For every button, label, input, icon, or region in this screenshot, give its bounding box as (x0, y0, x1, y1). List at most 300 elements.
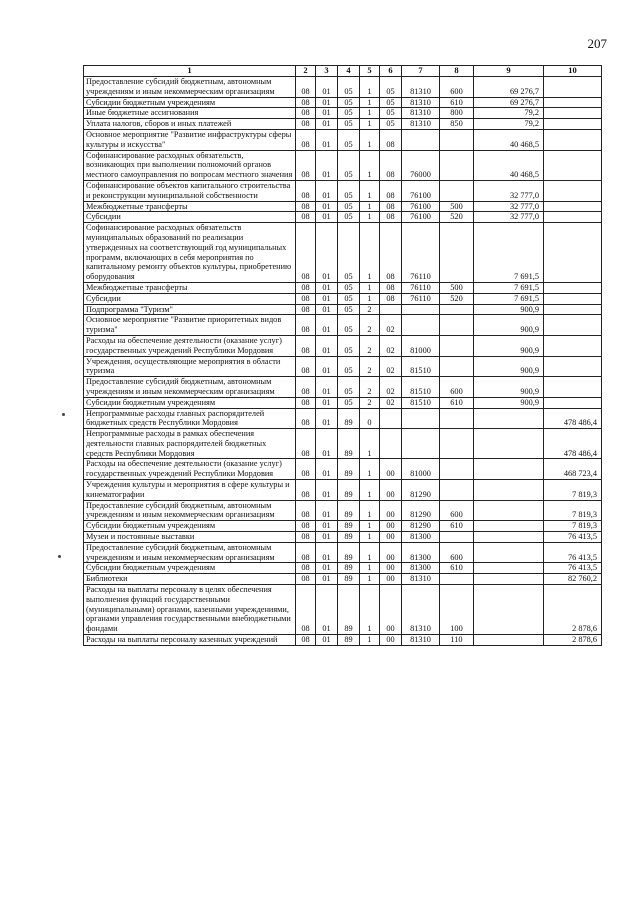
table-row (84, 293, 602, 304)
code-target (402, 315, 440, 336)
table-row (84, 377, 602, 398)
table-body (84, 77, 602, 646)
code-subprogram: 1 (360, 500, 380, 521)
code-subprogram: 1 (360, 563, 380, 574)
amount-col-9: 40 468,5 (474, 150, 544, 180)
code-section: 08 (296, 129, 316, 150)
code-target: 81290 (402, 500, 440, 521)
code-section: 08 (296, 563, 316, 574)
table-row (84, 108, 602, 119)
amount-col-10 (544, 201, 602, 212)
amount-col-9 (474, 480, 544, 501)
column-header: 6 (380, 66, 402, 77)
row-name: Предоставление субсидий бюджетным, автономным учреждениям и иным некоммерческим организациям (84, 500, 296, 521)
amount-col-9 (474, 563, 544, 574)
code-subsection: 01 (316, 150, 338, 180)
code-subprogram: 1 (360, 150, 380, 180)
amount-col-10: 478 486,4 (544, 408, 602, 429)
code-event: 08 (380, 293, 402, 304)
amount-col-10 (544, 150, 602, 180)
code-event: 08 (380, 201, 402, 212)
column-header: 4 (338, 66, 360, 77)
code-target: 76110 (402, 282, 440, 293)
code-subprogram: 1 (360, 480, 380, 501)
code-subsection: 01 (316, 119, 338, 130)
amount-col-9 (474, 574, 544, 585)
code-subprogram: 1 (360, 574, 380, 585)
amount-col-9 (474, 542, 544, 563)
code-subprogram: 1 (360, 97, 380, 108)
code-target: 81510 (402, 397, 440, 408)
code-program: 05 (338, 150, 360, 180)
code-subsection: 01 (316, 223, 338, 283)
code-event: 00 (380, 563, 402, 574)
code-target: 81000 (402, 335, 440, 356)
row-name: Субсидии бюджетным учреждениям (84, 397, 296, 408)
amount-col-9: 7 691,5 (474, 223, 544, 283)
code-target (402, 129, 440, 150)
code-section: 08 (296, 408, 316, 429)
code-section: 08 (296, 397, 316, 408)
table-row (84, 480, 602, 501)
code-event (380, 408, 402, 429)
code-program: 05 (338, 282, 360, 293)
code-event: 05 (380, 108, 402, 119)
code-expense-type (440, 356, 474, 377)
code-target: 81310 (402, 77, 440, 98)
code-subsection: 01 (316, 563, 338, 574)
amount-col-9 (474, 521, 544, 532)
code-program: 05 (338, 397, 360, 408)
column-header: 2 (296, 66, 316, 77)
code-event: 00 (380, 574, 402, 585)
code-program: 05 (338, 335, 360, 356)
code-expense-type: 610 (440, 97, 474, 108)
code-subsection: 01 (316, 585, 338, 635)
code-subprogram: 1 (360, 429, 380, 459)
table-row (84, 532, 602, 543)
row-name: Субсидии бюджетным учреждениям (84, 521, 296, 532)
code-subprogram: 1 (360, 293, 380, 304)
table-row (84, 408, 602, 429)
code-subsection: 01 (316, 521, 338, 532)
row-name: Софинансирование расходных обязательств, возникающих при выполнении полномочий органов местного самоуправления по вопросам местного значения (84, 150, 296, 180)
amount-col-9: 900,9 (474, 356, 544, 377)
amount-col-9: 32 777,0 (474, 212, 544, 223)
column-header: 10 (544, 66, 602, 77)
code-program: 89 (338, 429, 360, 459)
amount-col-9 (474, 635, 544, 646)
table-row (84, 500, 602, 521)
code-subsection: 01 (316, 212, 338, 223)
code-expense-type (440, 129, 474, 150)
code-target: 81310 (402, 97, 440, 108)
row-name: Уплата налогов, сборов и иных платежей (84, 119, 296, 130)
code-subsection: 01 (316, 397, 338, 408)
code-expense-type (440, 150, 474, 180)
code-event: 00 (380, 532, 402, 543)
table-row (84, 304, 602, 315)
code-target: 76110 (402, 223, 440, 283)
code-expense-type (440, 429, 474, 459)
amount-col-9: 900,9 (474, 377, 544, 398)
code-expense-type: 610 (440, 563, 474, 574)
table-row (84, 459, 602, 480)
code-subsection: 01 (316, 97, 338, 108)
amount-col-10: 468 723,4 (544, 459, 602, 480)
row-name: Предоставление субсидий бюджетным, автономным учреждениям и иным некоммерческим организациям (84, 77, 296, 98)
amount-col-10 (544, 304, 602, 315)
row-name: Непрограммные расходы главных распорядителей бюджетных средств Республики Мордовия (84, 408, 296, 429)
code-program: 89 (338, 563, 360, 574)
code-event (380, 429, 402, 459)
amount-col-10 (544, 397, 602, 408)
code-program: 89 (338, 532, 360, 543)
table-row (84, 77, 602, 98)
table-row (84, 635, 602, 646)
code-target: 81310 (402, 635, 440, 646)
code-subprogram: 1 (360, 77, 380, 98)
table-row (84, 150, 602, 180)
code-event (380, 304, 402, 315)
code-expense-type (440, 480, 474, 501)
code-event: 08 (380, 223, 402, 283)
table-row (84, 429, 602, 459)
code-expense-type: 520 (440, 212, 474, 223)
table-row (84, 223, 602, 283)
budget-table (83, 65, 602, 646)
code-target: 76100 (402, 201, 440, 212)
code-subsection: 01 (316, 532, 338, 543)
code-target (402, 408, 440, 429)
column-header: 1 (84, 66, 296, 77)
code-program: 89 (338, 500, 360, 521)
table-row (84, 397, 602, 408)
amount-col-9: 900,9 (474, 315, 544, 336)
code-subprogram: 1 (360, 180, 380, 201)
code-section: 08 (296, 282, 316, 293)
amount-col-10 (544, 315, 602, 336)
code-subprogram: 2 (360, 356, 380, 377)
code-section: 08 (296, 429, 316, 459)
code-target: 81300 (402, 542, 440, 563)
code-subsection: 01 (316, 335, 338, 356)
amount-col-10: 7 819,3 (544, 480, 602, 501)
code-subsection: 01 (316, 304, 338, 315)
code-expense-type (440, 459, 474, 480)
code-event: 05 (380, 119, 402, 130)
code-expense-type (440, 315, 474, 336)
amount-col-9: 79,2 (474, 108, 544, 119)
code-subprogram: 1 (360, 223, 380, 283)
code-program: 89 (338, 574, 360, 585)
code-subprogram: 2 (360, 315, 380, 336)
row-name: Предоставление субсидий бюджетным, автономным учреждениям и иным некоммерческим организациям (84, 542, 296, 563)
code-program: 89 (338, 480, 360, 501)
code-program: 05 (338, 97, 360, 108)
code-program: 89 (338, 585, 360, 635)
code-event: 02 (380, 377, 402, 398)
table-row (84, 129, 602, 150)
code-target: 81310 (402, 585, 440, 635)
code-target: 81310 (402, 574, 440, 585)
code-section: 08 (296, 335, 316, 356)
row-name: Музеи и постоянные выставки (84, 532, 296, 543)
amount-col-9 (474, 408, 544, 429)
code-event: 08 (380, 180, 402, 201)
row-name: Основное мероприятие "Развитие инфраструктуры сферы культуры и искусства" (84, 129, 296, 150)
row-name: Межбюджетные трансферты (84, 282, 296, 293)
code-event: 08 (380, 129, 402, 150)
code-subsection: 01 (316, 480, 338, 501)
amount-col-9: 79,2 (474, 119, 544, 130)
code-expense-type: 850 (440, 119, 474, 130)
code-event: 00 (380, 635, 402, 646)
code-target: 76100 (402, 212, 440, 223)
code-section: 08 (296, 201, 316, 212)
code-program: 05 (338, 129, 360, 150)
code-event: 00 (380, 500, 402, 521)
code-subprogram: 1 (360, 542, 380, 563)
scan-mark (62, 413, 65, 416)
row-name: Расходы на обеспечение деятельности (оказание услуг) государственных учреждений Республики Мордовия (84, 459, 296, 480)
code-subsection: 01 (316, 459, 338, 480)
code-target: 81290 (402, 521, 440, 532)
code-program: 05 (338, 223, 360, 283)
amount-col-9 (474, 459, 544, 480)
code-subsection: 01 (316, 129, 338, 150)
code-program: 05 (338, 377, 360, 398)
code-expense-type (440, 408, 474, 429)
code-target: 81300 (402, 532, 440, 543)
amount-col-10 (544, 377, 602, 398)
code-section: 08 (296, 315, 316, 336)
column-header: 7 (402, 66, 440, 77)
amount-col-10: 478 486,4 (544, 429, 602, 459)
code-program: 05 (338, 201, 360, 212)
code-event: 05 (380, 97, 402, 108)
column-header: 9 (474, 66, 544, 77)
code-subprogram: 1 (360, 635, 380, 646)
amount-col-10: 76 413,5 (544, 542, 602, 563)
amount-col-10 (544, 77, 602, 98)
code-subsection: 01 (316, 180, 338, 201)
table-row (84, 574, 602, 585)
code-section: 08 (296, 304, 316, 315)
amount-col-10 (544, 119, 602, 130)
row-name: Софинансирование расходных обязательств муниципальных образований по реализации утвержденных на соответствующий год муниципальных программ, включающих в себя мероприятия по капитальному ремонту объектов культуры, приобретению оборудования (84, 223, 296, 283)
code-section: 08 (296, 108, 316, 119)
code-subsection: 01 (316, 282, 338, 293)
row-name: Расходы на выплаты персоналу казенных учреждений (84, 635, 296, 646)
code-section: 08 (296, 521, 316, 532)
code-target (402, 429, 440, 459)
row-name: Основное мероприятие "Развитие приоритетных видов туризма" (84, 315, 296, 336)
code-section: 08 (296, 97, 316, 108)
code-section: 08 (296, 542, 316, 563)
code-event: 00 (380, 480, 402, 501)
code-subprogram: 2 (360, 304, 380, 315)
code-expense-type: 600 (440, 542, 474, 563)
code-program: 05 (338, 77, 360, 98)
row-name: Предоставление субсидий бюджетным, автономным учреждениям и иным некоммерческим организациям (84, 377, 296, 398)
code-target: 81510 (402, 377, 440, 398)
code-subsection: 01 (316, 201, 338, 212)
code-program: 05 (338, 108, 360, 119)
table-row (84, 119, 602, 130)
code-expense-type (440, 180, 474, 201)
code-expense-type (440, 304, 474, 315)
table-row (84, 212, 602, 223)
code-event: 02 (380, 315, 402, 336)
code-target: 81310 (402, 119, 440, 130)
code-section: 08 (296, 532, 316, 543)
amount-col-9: 7 691,5 (474, 293, 544, 304)
amount-col-9: 69 276,7 (474, 77, 544, 98)
code-subprogram: 1 (360, 119, 380, 130)
amount-col-10 (544, 356, 602, 377)
code-subprogram: 2 (360, 335, 380, 356)
amount-col-10: 2 878,6 (544, 585, 602, 635)
code-program: 05 (338, 304, 360, 315)
code-subsection: 01 (316, 315, 338, 336)
code-program: 89 (338, 408, 360, 429)
code-subprogram: 1 (360, 585, 380, 635)
amount-col-9: 69 276,7 (474, 97, 544, 108)
header-row (84, 66, 602, 77)
code-subsection: 01 (316, 293, 338, 304)
amount-col-10: 7 819,3 (544, 500, 602, 521)
code-target: 76100 (402, 180, 440, 201)
code-section: 08 (296, 356, 316, 377)
code-event: 08 (380, 282, 402, 293)
code-expense-type: 610 (440, 521, 474, 532)
code-section: 08 (296, 480, 316, 501)
code-subsection: 01 (316, 500, 338, 521)
code-subsection: 01 (316, 429, 338, 459)
code-subprogram: 1 (360, 282, 380, 293)
code-expense-type: 600 (440, 377, 474, 398)
code-event: 00 (380, 521, 402, 532)
code-expense-type: 600 (440, 500, 474, 521)
code-expense-type (440, 335, 474, 356)
code-subprogram: 1 (360, 201, 380, 212)
code-expense-type: 600 (440, 77, 474, 98)
code-subsection: 01 (316, 377, 338, 398)
code-subprogram: 0 (360, 408, 380, 429)
amount-col-10 (544, 180, 602, 201)
table-row (84, 97, 602, 108)
code-event: 05 (380, 77, 402, 98)
code-subsection: 01 (316, 356, 338, 377)
code-subprogram: 2 (360, 377, 380, 398)
page-number: 207 (587, 36, 607, 51)
amount-col-10 (544, 212, 602, 223)
amount-col-9 (474, 585, 544, 635)
code-event: 00 (380, 585, 402, 635)
code-expense-type: 500 (440, 282, 474, 293)
amount-col-9 (474, 532, 544, 543)
code-program: 89 (338, 635, 360, 646)
code-subsection: 01 (316, 77, 338, 98)
code-subprogram: 2 (360, 397, 380, 408)
code-subprogram: 1 (360, 521, 380, 532)
code-target: 76110 (402, 293, 440, 304)
code-subsection: 01 (316, 542, 338, 563)
code-program: 05 (338, 212, 360, 223)
code-subprogram: 1 (360, 459, 380, 480)
row-name: Субсидии бюджетным учреждениям (84, 97, 296, 108)
code-section: 08 (296, 574, 316, 585)
row-name: Учреждения культуры и мероприятия в сфере культуры и кинематографии (84, 480, 296, 501)
amount-col-10 (544, 129, 602, 150)
code-expense-type: 520 (440, 293, 474, 304)
table-row (84, 585, 602, 635)
code-target: 81300 (402, 563, 440, 574)
amount-col-10: 2 878,6 (544, 635, 602, 646)
amount-col-9: 32 777,0 (474, 180, 544, 201)
amount-col-10 (544, 293, 602, 304)
code-event: 00 (380, 542, 402, 563)
row-name: Субсидии (84, 293, 296, 304)
code-expense-type: 110 (440, 635, 474, 646)
column-header: 5 (360, 66, 380, 77)
code-program: 05 (338, 356, 360, 377)
row-name: Подпрограмма "Туризм" (84, 304, 296, 315)
code-program: 05 (338, 180, 360, 201)
amount-col-9: 900,9 (474, 335, 544, 356)
amount-col-9 (474, 500, 544, 521)
code-target: 76000 (402, 150, 440, 180)
code-section: 08 (296, 635, 316, 646)
amount-col-10 (544, 223, 602, 283)
code-event: 02 (380, 356, 402, 377)
code-subsection: 01 (316, 408, 338, 429)
amount-col-9 (474, 429, 544, 459)
table-row (84, 180, 602, 201)
code-section: 08 (296, 377, 316, 398)
row-name: Субсидии (84, 212, 296, 223)
code-subprogram: 1 (360, 212, 380, 223)
code-expense-type: 610 (440, 397, 474, 408)
code-subsection: 01 (316, 574, 338, 585)
amount-col-10 (544, 108, 602, 119)
code-event: 02 (380, 397, 402, 408)
code-expense-type: 800 (440, 108, 474, 119)
code-section: 08 (296, 500, 316, 521)
code-section: 08 (296, 77, 316, 98)
row-name: Расходы на обеспечение деятельности (оказание услуг) государственных учреждений Республики Мордовия (84, 335, 296, 356)
amount-col-9: 900,9 (474, 304, 544, 315)
code-target (402, 304, 440, 315)
row-name: Библиотеки (84, 574, 296, 585)
code-program: 89 (338, 521, 360, 532)
code-section: 08 (296, 459, 316, 480)
amount-col-10: 76 413,5 (544, 532, 602, 543)
scan-mark (58, 555, 61, 558)
column-header: 3 (316, 66, 338, 77)
code-section: 08 (296, 223, 316, 283)
code-subsection: 01 (316, 635, 338, 646)
row-name: Учреждения, осуществляющие мероприятия в области туризма (84, 356, 296, 377)
table-row (84, 282, 602, 293)
code-expense-type: 100 (440, 585, 474, 635)
amount-col-10: 82 760,2 (544, 574, 602, 585)
code-target: 81510 (402, 356, 440, 377)
code-subsection: 01 (316, 108, 338, 119)
code-section: 08 (296, 150, 316, 180)
amount-col-10 (544, 282, 602, 293)
